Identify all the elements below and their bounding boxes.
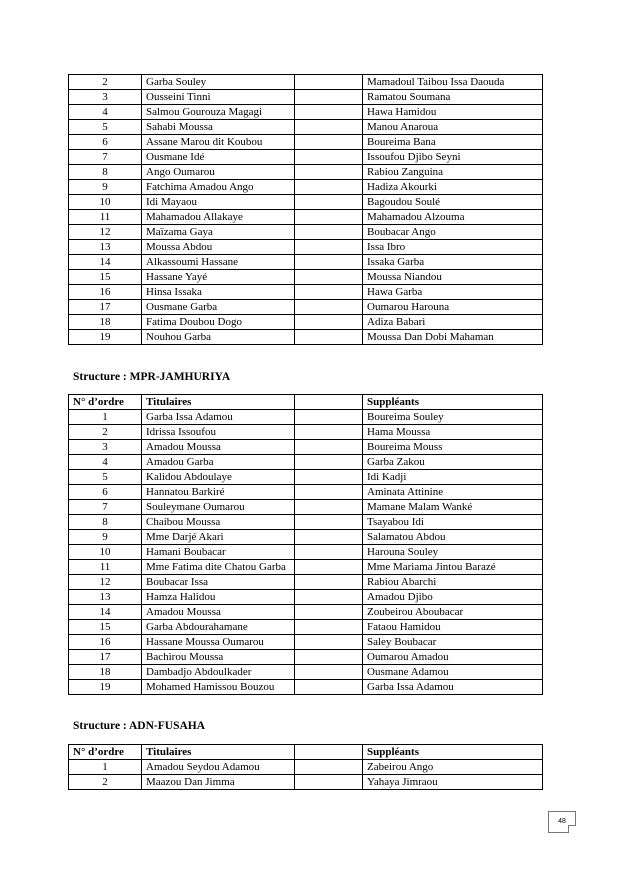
titulaire-cell: Bachirou Moussa — [142, 650, 295, 665]
table-row — [69, 515, 543, 530]
empty-cell — [295, 150, 363, 165]
order-number-cell: 12 — [69, 575, 142, 590]
table-header-row — [69, 745, 543, 760]
suppleant-cell: Moussa Dan Dobi Mahaman — [363, 330, 543, 345]
titulaire-cell: Sahabi Moussa — [142, 120, 295, 135]
page-number-text: 48 — [558, 818, 566, 825]
titulaire-cell: Chaibou Moussa — [142, 515, 295, 530]
suppleant-cell: Hama Moussa — [363, 425, 543, 440]
titulaire-cell: Fatchima Amadou Ango — [142, 180, 295, 195]
header-order-number: N° d’ordre — [69, 395, 142, 410]
table-row — [69, 635, 543, 650]
empty-cell — [295, 500, 363, 515]
empty-cell — [295, 120, 363, 135]
table-row — [69, 210, 543, 225]
order-number-cell: 12 — [69, 225, 142, 240]
titulaire-cell: Hassane Yayé — [142, 270, 295, 285]
suppleant-cell: Manou Anaroua — [363, 120, 543, 135]
table-row — [69, 560, 543, 575]
titulaire-cell: Hinsa Issaka — [142, 285, 295, 300]
titulaire-cell: Souleymane Oumarou — [142, 500, 295, 515]
empty-cell — [295, 605, 363, 620]
empty-cell — [295, 590, 363, 605]
suppleant-cell: Rabiou Zanguina — [363, 165, 543, 180]
empty-cell — [295, 665, 363, 680]
order-number-cell: 9 — [69, 530, 142, 545]
empty-cell — [295, 75, 363, 90]
titulaire-cell: Maïzama Gaya — [142, 225, 295, 240]
empty-cell — [295, 455, 363, 470]
table-row — [69, 680, 543, 695]
order-number-cell: 13 — [69, 240, 142, 255]
table-row — [69, 575, 543, 590]
titulaire-cell: Alkassoumi Hassane — [142, 255, 295, 270]
order-number-cell: 8 — [69, 515, 142, 530]
suppleant-cell: Harouna Souley — [363, 545, 543, 560]
empty-cell — [295, 440, 363, 455]
page-number — [548, 811, 576, 833]
order-number-cell: 19 — [69, 680, 142, 695]
table-row — [69, 650, 543, 665]
titulaire-cell: Maazou Dan Jimma — [142, 775, 295, 790]
suppleant-cell: Mahamadou Alzouma — [363, 210, 543, 225]
titulaire-cell: Hamza Halidou — [142, 590, 295, 605]
titulaire-cell: Idi Mayaou — [142, 195, 295, 210]
titulaire-cell: Fatima Doubou Dogo — [142, 315, 295, 330]
empty-cell — [295, 90, 363, 105]
empty-cell — [295, 760, 363, 775]
order-number-cell: 5 — [69, 470, 142, 485]
suppleant-cell: Garba Issa Adamou — [363, 680, 543, 695]
suppleant-cell: Boureima Souley — [363, 410, 543, 425]
suppleant-cell: Boureima Mouss — [363, 440, 543, 455]
order-number-cell: 15 — [69, 270, 142, 285]
table-row — [69, 180, 543, 195]
order-number-cell: 15 — [69, 620, 142, 635]
suppleant-cell: Bagoudou Soulé — [363, 195, 543, 210]
table-row — [69, 195, 543, 210]
table-row — [69, 470, 543, 485]
order-number-cell: 8 — [69, 165, 142, 180]
titulaire-cell: Dambadjo Abdoulkader — [142, 665, 295, 680]
empty-cell — [295, 255, 363, 270]
suppleant-cell: Tsayabou Idi — [363, 515, 543, 530]
empty-cell — [295, 135, 363, 150]
table-row — [69, 270, 543, 285]
empty-cell — [295, 105, 363, 120]
empty-cell — [295, 225, 363, 240]
titulaire-cell: Salmou Gourouza Magagi — [142, 105, 295, 120]
empty-cell — [295, 470, 363, 485]
suppleant-cell: Hawa Garba — [363, 285, 543, 300]
suppleant-cell: Aminata Attinine — [363, 485, 543, 500]
empty-cell — [295, 315, 363, 330]
titulaire-cell: Nouhou Garba — [142, 330, 295, 345]
suppleant-cell: Yahaya Jimraou — [363, 775, 543, 790]
titulaire-cell: Idrissa Issoufou — [142, 425, 295, 440]
empty-cell — [295, 635, 363, 650]
suppleant-cell: Mamadoul Taibou Issa Daouda — [363, 75, 543, 90]
suppleant-cell: Zabeirou Ango — [363, 760, 543, 775]
members-table-1 — [68, 74, 543, 345]
header-empty-cell — [295, 395, 363, 410]
order-number-cell: 2 — [69, 775, 142, 790]
order-number-cell: 4 — [69, 105, 142, 120]
header-suppleants: Suppléants — [363, 745, 543, 760]
suppleant-cell: Boureima Bana — [363, 135, 543, 150]
suppleant-cell: Adiza Babari — [363, 315, 543, 330]
empty-cell — [295, 410, 363, 425]
order-number-cell: 1 — [69, 410, 142, 425]
order-number-cell: 14 — [69, 255, 142, 270]
titulaire-cell: Assane Marou dit Koubou — [142, 135, 295, 150]
table-row — [69, 485, 543, 500]
empty-cell — [295, 330, 363, 345]
suppleant-cell: Salamatou Abdou — [363, 530, 543, 545]
order-number-cell: 5 — [69, 120, 142, 135]
table-row — [69, 590, 543, 605]
titulaire-cell: Ousseini Tinni — [142, 90, 295, 105]
titulaire-cell: Mohamed Hamissou Bouzou — [142, 680, 295, 695]
section-heading-mpr-jamhuriya: Structure : MPR-JAMHURIYA — [73, 371, 231, 383]
empty-cell — [295, 270, 363, 285]
order-number-cell: 3 — [69, 90, 142, 105]
table-row — [69, 300, 543, 315]
order-number-cell: 7 — [69, 500, 142, 515]
header-suppleants: Suppléants — [363, 395, 543, 410]
page-corner-fold-icon — [568, 825, 576, 833]
order-number-cell: 1 — [69, 760, 142, 775]
order-number-cell: 4 — [69, 455, 142, 470]
members-table-adn-fusaha — [68, 744, 543, 790]
order-number-cell: 6 — [69, 135, 142, 150]
table-row — [69, 240, 543, 255]
suppleant-cell: Oumarou Harouna — [363, 300, 543, 315]
order-number-cell: 3 — [69, 440, 142, 455]
titulaire-cell: Garba Souley — [142, 75, 295, 90]
table-row — [69, 775, 543, 790]
titulaire-cell: Amadou Moussa — [142, 440, 295, 455]
table-row — [69, 255, 543, 270]
suppleant-cell: Saley Boubacar — [363, 635, 543, 650]
table-row — [69, 620, 543, 635]
order-number-cell: 7 — [69, 150, 142, 165]
table-row — [69, 455, 543, 470]
suppleant-cell: Ramatou Soumana — [363, 90, 543, 105]
order-number-cell: 2 — [69, 75, 142, 90]
empty-cell — [295, 210, 363, 225]
table-row — [69, 315, 543, 330]
empty-cell — [295, 180, 363, 195]
table-row — [69, 225, 543, 240]
titulaire-cell: Mahamadou Allakaye — [142, 210, 295, 225]
table-row — [69, 440, 543, 455]
empty-cell — [295, 195, 363, 210]
titulaire-cell: Garba Issa Adamou — [142, 410, 295, 425]
table-row — [69, 500, 543, 515]
members-table-mpr-jamhuriya — [68, 394, 543, 695]
suppleant-cell: Zoubeirou Aboubacar — [363, 605, 543, 620]
table-row — [69, 605, 543, 620]
titulaire-cell: Mme Fatima dite Chatou Garba — [142, 560, 295, 575]
order-number-cell: 18 — [69, 315, 142, 330]
suppleant-cell: Issaka Garba — [363, 255, 543, 270]
table-row — [69, 90, 543, 105]
empty-cell — [295, 680, 363, 695]
order-number-cell: 17 — [69, 650, 142, 665]
titulaire-cell: Garba Abdourahamane — [142, 620, 295, 635]
order-number-cell: 9 — [69, 180, 142, 195]
order-number-cell: 13 — [69, 590, 142, 605]
empty-cell — [295, 545, 363, 560]
empty-cell — [295, 485, 363, 500]
table-row — [69, 120, 543, 135]
order-number-cell: 11 — [69, 210, 142, 225]
suppleant-cell: Moussa Niandou — [363, 270, 543, 285]
suppleant-cell: Mamane Malam Wanké — [363, 500, 543, 515]
table-row — [69, 665, 543, 680]
table-row — [69, 135, 543, 150]
suppleant-cell: Issoufou Djibo Seyni — [363, 150, 543, 165]
titulaire-cell: Amadou Seydou Adamou — [142, 760, 295, 775]
order-number-cell: 2 — [69, 425, 142, 440]
suppleant-cell: Hadiza Akourki — [363, 180, 543, 195]
table-header-row — [69, 395, 543, 410]
order-number-cell: 18 — [69, 665, 142, 680]
header-titulaires: Titulaires — [142, 745, 295, 760]
header-order-number: N° d’ordre — [69, 745, 142, 760]
empty-cell — [295, 300, 363, 315]
empty-cell — [295, 425, 363, 440]
table-row — [69, 150, 543, 165]
titulaire-cell: Hamani Boubacar — [142, 545, 295, 560]
empty-cell — [295, 530, 363, 545]
suppleant-cell: Mme Mariama Jintou Barazé — [363, 560, 543, 575]
order-number-cell: 14 — [69, 605, 142, 620]
suppleant-cell: Garba Zakou — [363, 455, 543, 470]
table-row — [69, 105, 543, 120]
suppleant-cell: Amadou Djibo — [363, 590, 543, 605]
order-number-cell: 11 — [69, 560, 142, 575]
empty-cell — [295, 560, 363, 575]
section-heading-adn-fusaha: Structure : ADN-FUSAHA — [73, 720, 206, 732]
order-number-cell: 16 — [69, 635, 142, 650]
table-row — [69, 165, 543, 180]
suppleant-cell: Rabiou Abarchi — [363, 575, 543, 590]
table-row — [69, 330, 543, 345]
empty-cell — [295, 165, 363, 180]
titulaire-cell: Boubacar Issa — [142, 575, 295, 590]
table-row — [69, 75, 543, 90]
empty-cell — [295, 240, 363, 255]
titulaire-cell: Ousmane Idé — [142, 150, 295, 165]
titulaire-cell: Hannatou Barkiré — [142, 485, 295, 500]
header-empty-cell — [295, 745, 363, 760]
titulaire-cell: Ousmane Garba — [142, 300, 295, 315]
empty-cell — [295, 285, 363, 300]
order-number-cell: 10 — [69, 195, 142, 210]
suppleant-cell: Fataou Hamidou — [363, 620, 543, 635]
table-row — [69, 545, 543, 560]
titulaire-cell: Hassane Moussa Oumarou — [142, 635, 295, 650]
order-number-cell: 19 — [69, 330, 142, 345]
table-row — [69, 530, 543, 545]
suppleant-cell: Oumarou Amadou — [363, 650, 543, 665]
titulaire-cell: Amadou Garba — [142, 455, 295, 470]
order-number-cell: 10 — [69, 545, 142, 560]
table-row — [69, 285, 543, 300]
titulaire-cell: Kalidou Abdoulaye — [142, 470, 295, 485]
table-row — [69, 760, 543, 775]
suppleant-cell: Issa Ibro — [363, 240, 543, 255]
empty-cell — [295, 515, 363, 530]
suppleant-cell: Hawa Hamidou — [363, 105, 543, 120]
table-row — [69, 425, 543, 440]
titulaire-cell: Ango Oumarou — [142, 165, 295, 180]
order-number-cell: 17 — [69, 300, 142, 315]
order-number-cell: 16 — [69, 285, 142, 300]
titulaire-cell: Mme Darjé Akari — [142, 530, 295, 545]
suppleant-cell: Idi Kadji — [363, 470, 543, 485]
empty-cell — [295, 620, 363, 635]
empty-cell — [295, 775, 363, 790]
empty-cell — [295, 650, 363, 665]
empty-cell — [295, 575, 363, 590]
titulaire-cell: Moussa Abdou — [142, 240, 295, 255]
suppleant-cell: Ousmane Adamou — [363, 665, 543, 680]
table-row — [69, 410, 543, 425]
titulaire-cell: Amadou Moussa — [142, 605, 295, 620]
order-number-cell: 6 — [69, 485, 142, 500]
header-titulaires: Titulaires — [142, 395, 295, 410]
suppleant-cell: Boubacar Ango — [363, 225, 543, 240]
